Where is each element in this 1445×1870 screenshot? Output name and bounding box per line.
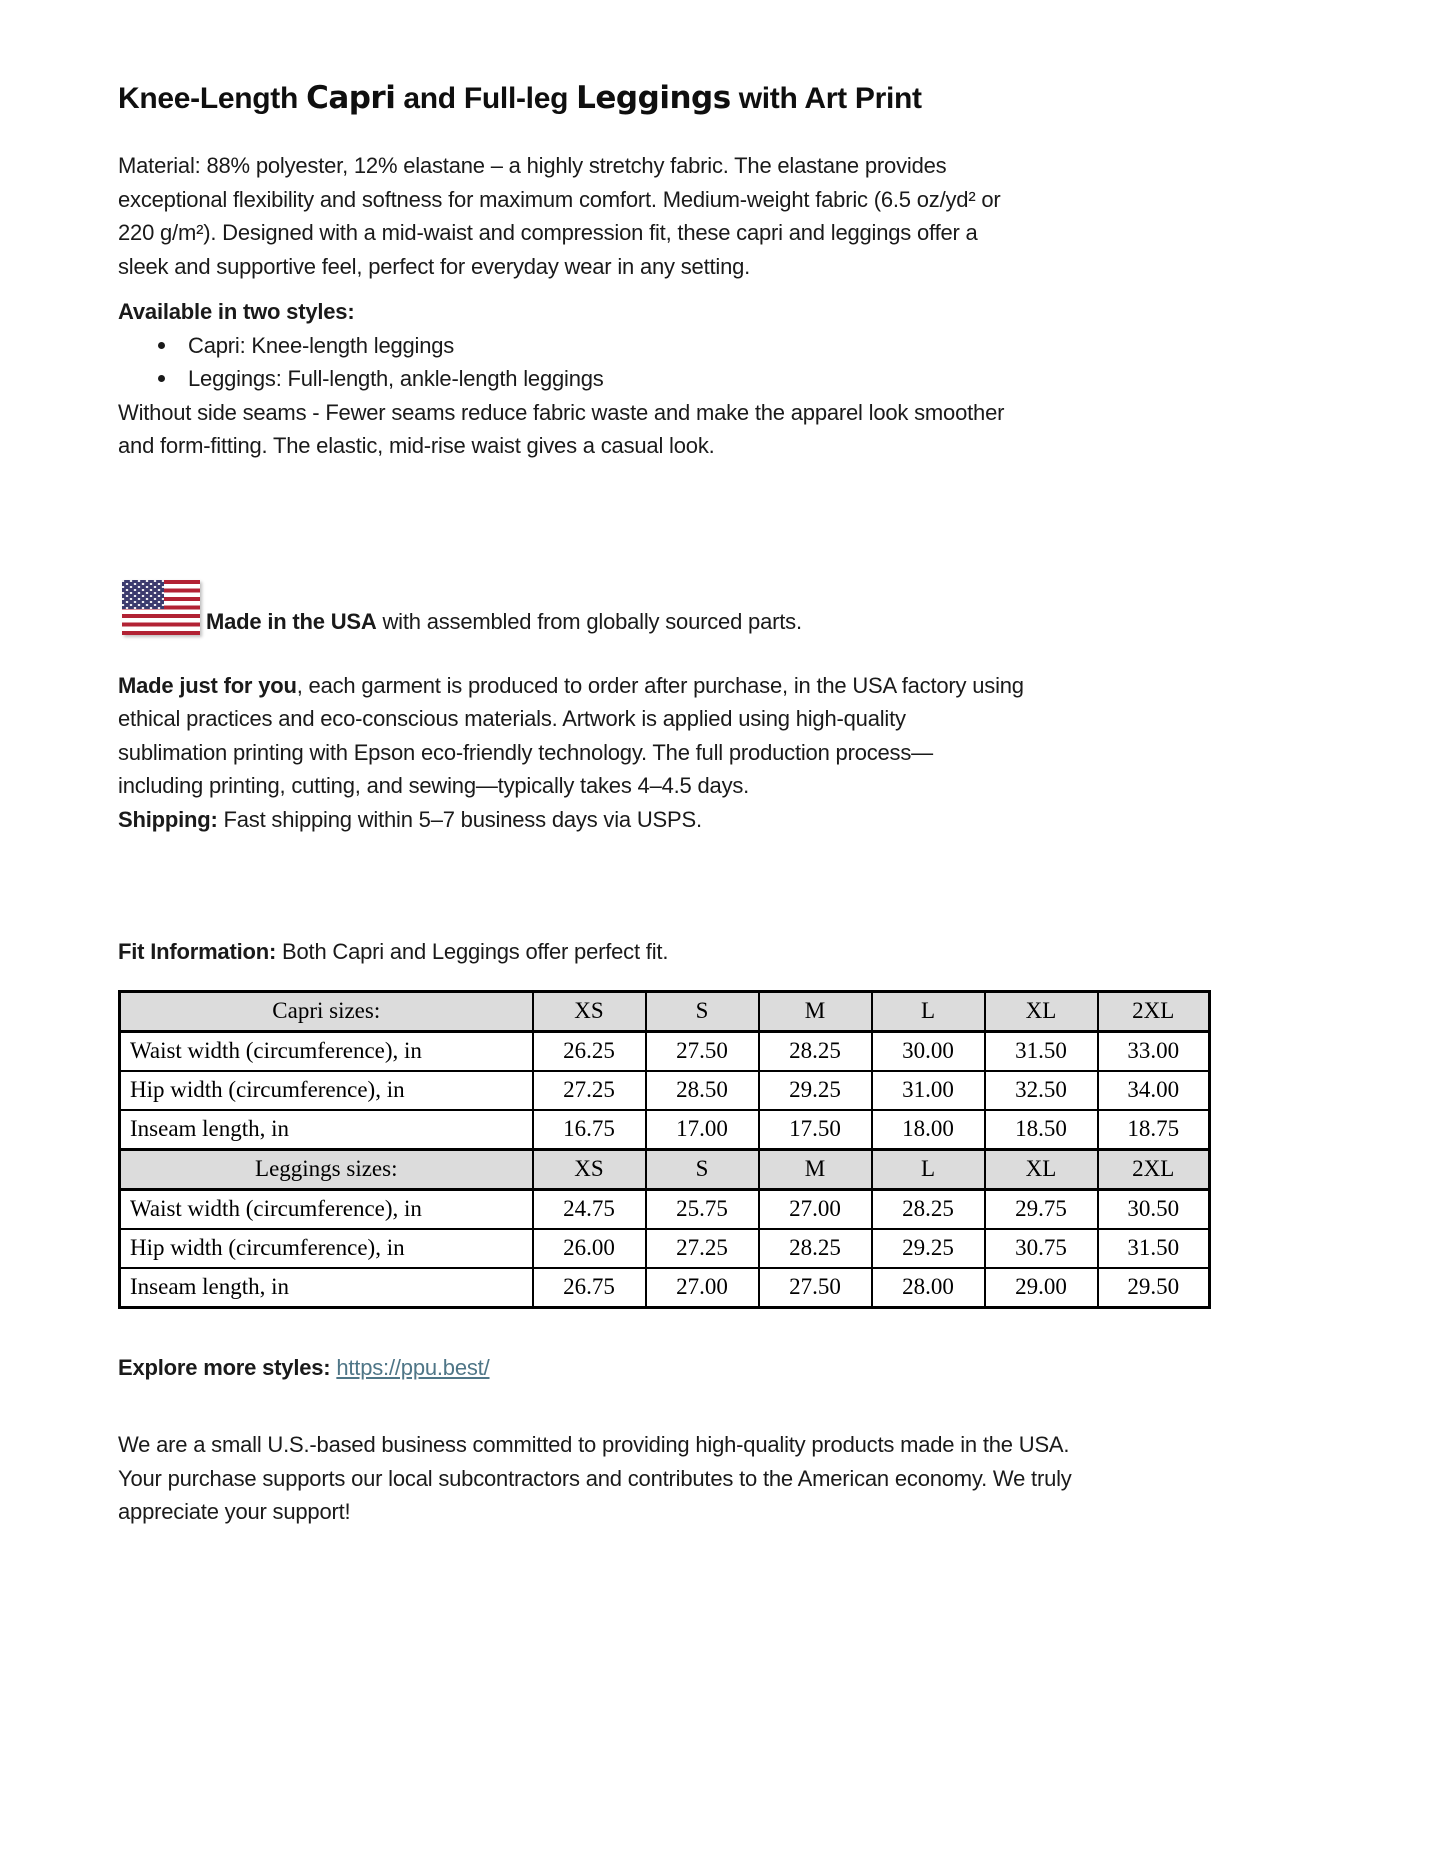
explore-more-styles (118, 1351, 1210, 1385)
size-column-header: L (872, 991, 985, 1031)
size-header-row (120, 991, 1210, 1031)
text-segment: Capri (306, 80, 396, 116)
page-title-line (118, 78, 1210, 119)
size-value-cell: 27.00 (646, 1268, 759, 1308)
size-value-cell: 26.00 (533, 1229, 646, 1268)
text-segment: Shipping: (118, 806, 218, 832)
text-line (118, 1428, 1210, 1462)
text-segment: appreciate your support! (118, 1499, 351, 1524)
page-title (118, 78, 1210, 119)
size-value-cell: 28.00 (872, 1268, 985, 1308)
text-segment: ethical practices and eco-conscious materials. Artwork is applied using high-quality (118, 706, 906, 731)
table-row (120, 1110, 1210, 1150)
text-segment: Both Capri and Leggings offer perfect fit. (276, 939, 669, 964)
text-segment: We are a small U.S.-based business committed to providing high-quality products made in the USA. (118, 1432, 1070, 1457)
made-in-usa-line (206, 609, 802, 635)
size-value-cell: 30.50 (1098, 1189, 1210, 1229)
size-value-cell: 28.25 (759, 1031, 872, 1071)
size-value-cell: 18.00 (872, 1110, 985, 1150)
fit-information-line (118, 935, 1210, 969)
row-label-cell: Hip width (circumference), in (120, 1071, 533, 1110)
available-styles-section (118, 295, 1210, 463)
size-value-cell: 25.75 (646, 1189, 759, 1229)
text-segment: , each garment is produced to order after purchase, in the USA factory using (296, 672, 1024, 698)
text-line (118, 429, 1210, 463)
size-value-cell: 31.50 (1098, 1229, 1210, 1268)
size-value-cell: 28.50 (646, 1071, 759, 1110)
text-segment: sleek and supportive feel, perfect for everyday wear in any setting. (118, 253, 751, 279)
size-column-header: XL (985, 1149, 1098, 1189)
style-bullet-leggings (118, 362, 1210, 396)
size-group-label: Leggings sizes: (120, 1149, 533, 1189)
text-segment: Material: 88% polyester, 12% elastane – a highly stretchy fabric. The elastane provides (118, 153, 947, 178)
text-segment: sublimation printing with Epson eco-friendly technology. The full production process— (118, 739, 933, 765)
size-column-header: S (646, 1149, 759, 1189)
size-value-cell: 16.75 (533, 1110, 646, 1150)
size-chart-table (118, 990, 1211, 1309)
size-column-header: XL (985, 991, 1098, 1031)
text-line (118, 216, 1210, 250)
usa-flag-canton (122, 580, 164, 610)
size-value-cell: 33.00 (1098, 1031, 1210, 1071)
size-value-cell: 28.25 (872, 1189, 985, 1229)
size-value-cell: 26.25 (533, 1031, 646, 1071)
text-segment: 220 g/m²). Designed with a mid-waist and compression fit, these capri and leggings offer a (118, 220, 978, 245)
size-value-cell: 27.50 (646, 1031, 759, 1071)
size-value-cell: 31.00 (872, 1071, 985, 1110)
row-label-cell: Hip width (circumference), in (120, 1229, 533, 1268)
size-column-header: L (872, 1149, 985, 1189)
text-segment: Made in the USA (206, 608, 377, 634)
text-segment: Made just for you (118, 672, 297, 698)
size-value-cell: 28.25 (759, 1229, 872, 1268)
size-value-cell: 29.25 (872, 1229, 985, 1268)
size-value-cell: 29.25 (759, 1071, 872, 1110)
size-value-cell: 30.75 (985, 1229, 1098, 1268)
size-value-cell: 26.75 (533, 1268, 646, 1308)
text-line (118, 1462, 1210, 1496)
made-in-usa-text (206, 609, 802, 635)
size-column-header: XS (533, 1149, 646, 1189)
size-value-cell: 17.50 (759, 1110, 872, 1150)
row-label-cell: Waist width (circumference), in (120, 1031, 533, 1071)
text-line (118, 1495, 1210, 1529)
text-segment: including printing, cutting, and sewing—typically takes 4–4.5 days. (118, 773, 750, 798)
text-segment: and form-fitting. The elastic, mid-rise waist gives a casual look. (118, 433, 715, 458)
table-row (120, 1268, 1210, 1308)
text-line (118, 702, 1210, 736)
text-segment: Without side seams - Fewer seams reduce fabric waste and make the apparel look smoother (118, 399, 1005, 425)
row-label-cell: Inseam length, in (120, 1268, 533, 1308)
size-value-cell: 29.50 (1098, 1268, 1210, 1308)
made-in-usa-section (118, 575, 1210, 635)
size-value-cell: 27.50 (759, 1268, 872, 1308)
text-line (118, 250, 1210, 284)
size-column-header: XS (533, 991, 646, 1031)
size-column-header: 2XL (1098, 1149, 1210, 1189)
table-row (120, 1229, 1210, 1268)
fit-information (118, 935, 1210, 969)
size-value-cell: 18.50 (985, 1110, 1098, 1150)
text-segment: Knee-Length (118, 82, 307, 115)
production-paragraph (118, 669, 1210, 837)
table-row (120, 1071, 1210, 1110)
text-line (118, 183, 1210, 217)
size-group-label: Capri sizes: (120, 991, 533, 1031)
text-segment: Available in two styles: (118, 299, 355, 324)
usa-flag-icon (122, 580, 200, 635)
row-label-cell: Waist width (circumference), in (120, 1189, 533, 1229)
text-segment: with Art Print (730, 82, 922, 115)
size-column-header: S (646, 991, 759, 1031)
text-segment: Fast shipping within 5–7 business days via USPS. (217, 806, 702, 832)
size-value-cell: 17.00 (646, 1110, 759, 1150)
text-segment: and (395, 82, 464, 115)
text-segment: Full-leg (463, 82, 577, 115)
explore-more-styles-line (118, 1351, 1210, 1385)
size-column-header: 2XL (1098, 991, 1210, 1031)
size-value-cell: 18.75 (1098, 1110, 1210, 1150)
style-bullet-capri (118, 329, 1210, 363)
text-segment: Your purchase supports our local subcontractors and contributes to the American economy. We truly (118, 1465, 1072, 1491)
text-segment: Leggings: Full-length, ankle-length leggings (188, 366, 604, 391)
table-row (120, 1031, 1210, 1071)
text-line (118, 396, 1210, 430)
size-value-cell: 27.25 (533, 1071, 646, 1110)
text-line (118, 736, 1210, 770)
shipping-line (118, 803, 1210, 837)
text-segment: Explore more styles: (118, 1354, 331, 1380)
size-value-cell: 27.25 (646, 1229, 759, 1268)
size-column-header: M (759, 1149, 872, 1189)
business-note-paragraph (118, 1428, 1210, 1529)
size-value-cell: 29.00 (985, 1268, 1098, 1308)
text-segment: Leggings (576, 80, 731, 116)
text-segment: Capri: Knee-length leggings (188, 332, 455, 358)
size-value-cell: 31.50 (985, 1031, 1098, 1071)
size-value-cell: 30.00 (872, 1031, 985, 1071)
text-segment: with assembled from globally sourced parts. (376, 608, 802, 634)
size-column-header: M (759, 991, 872, 1031)
size-value-cell: 29.75 (985, 1189, 1098, 1229)
available-styles-heading (118, 295, 1210, 329)
text-segment: Fit Information: (118, 939, 277, 964)
explore-styles-link[interactable]: https://ppu.best/ (336, 1354, 490, 1380)
size-value-cell: 27.00 (759, 1189, 872, 1229)
size-value-cell: 34.00 (1098, 1071, 1210, 1110)
text-line (118, 149, 1210, 183)
material-paragraph (118, 149, 1210, 283)
size-header-row (120, 1149, 1210, 1189)
table-row (120, 1189, 1210, 1229)
text-line (118, 669, 1210, 703)
row-label-cell: Inseam length, in (120, 1110, 533, 1150)
size-value-cell: 24.75 (533, 1189, 646, 1229)
size-value-cell: 32.50 (985, 1071, 1098, 1110)
text-line (118, 769, 1210, 803)
text-segment: exceptional flexibility and softness for maximum comfort. Medium-weight fabric (6.5 oz/yd² or (118, 186, 1001, 212)
